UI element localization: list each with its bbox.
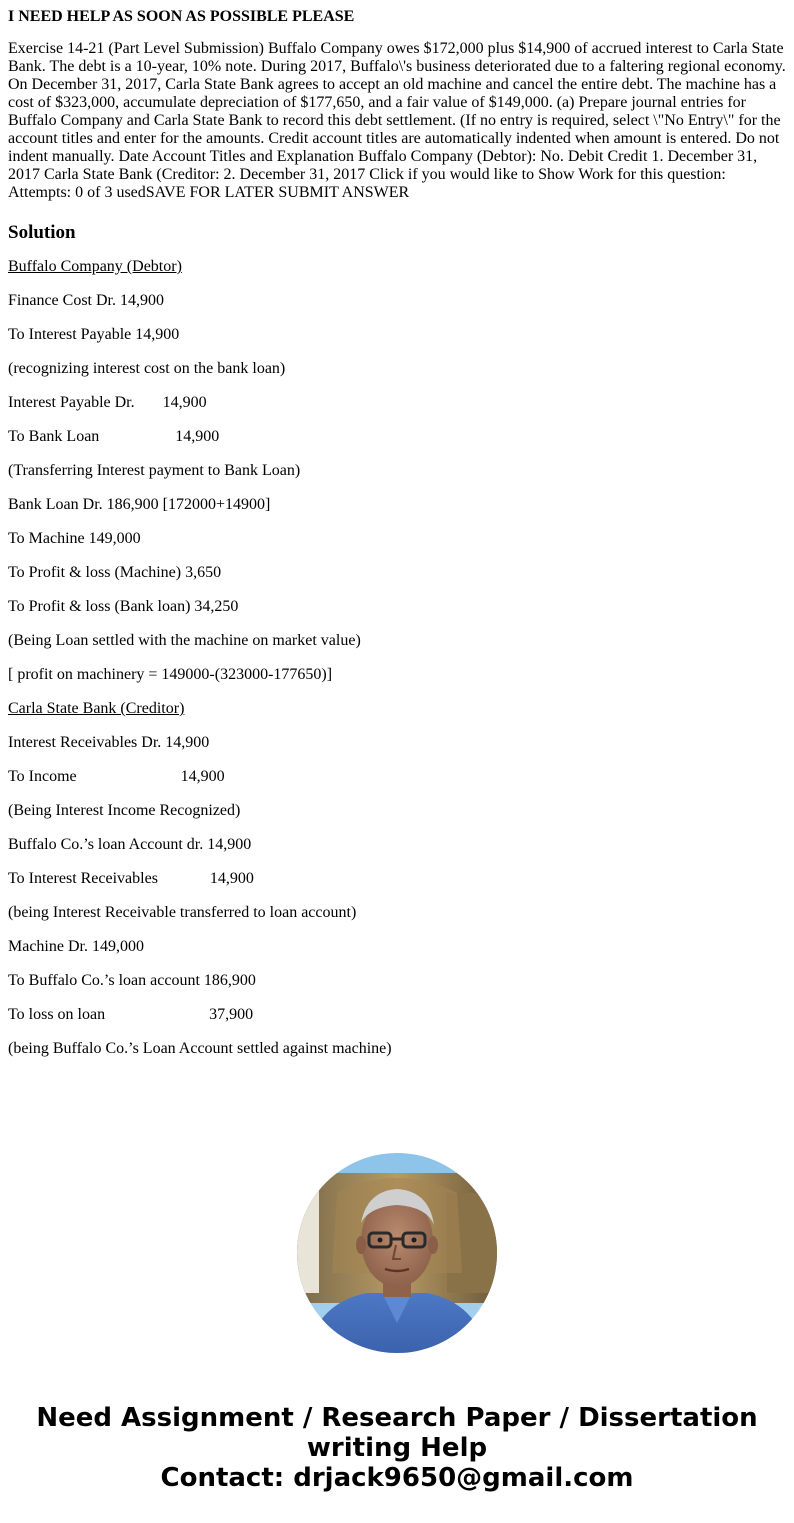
journal-entry-line: [ profit on machinery = 149000-(323000-177650)] (8, 666, 333, 683)
journal-entry-line: (Being Loan settled with the machine on market value) (8, 632, 361, 649)
journal-entry-line: Interest Receivables Dr. 14,900 (8, 734, 210, 751)
journal-entry-line: (Being Interest Income Recognized) (8, 802, 241, 819)
journal-entry-line: To Income 14,900 (8, 768, 225, 785)
journal-entry-line: To Buffalo Co.’s loan account 186,900 (8, 972, 256, 989)
journal-entry-line: (being Interest Receivable transferred to loan account) (8, 904, 357, 921)
author-portrait-image (297, 1153, 497, 1353)
document (8, 0, 788, 1074)
journal-entry-line: (being Buffalo Co.’s Loan Account settled against machine) (8, 1040, 392, 1057)
journal-entry-line: Interest Payable Dr. 14,900 (8, 394, 207, 411)
journal-entry-line: Bank Loan Dr. 186,900 [172000+14900] (8, 496, 271, 513)
author-photo (297, 1153, 497, 1353)
journal-entry-line: To loss on loan 37,900 (8, 1006, 254, 1023)
journal-entry-line: Buffalo Co.’s loan Account dr. 14,900 (8, 836, 252, 853)
journal-entry-line: Machine Dr. 149,000 (8, 938, 144, 955)
section-heading: Buffalo Company (Debtor) (8, 258, 182, 275)
journal-entry-line: To Interest Payable 14,900 (8, 326, 180, 343)
contact-banner (0, 1403, 794, 1493)
banner-line-1: Need Assignment / Research Paper / Dissertation (36, 1403, 758, 1433)
journal-entry-line: (Transferring Interest payment to Bank Loan) (8, 462, 301, 479)
journal-entry-line: (recognizing interest cost on the bank loan) (8, 360, 286, 377)
journal-entry-line: To Interest Receivables 14,900 (8, 870, 254, 887)
section-heading: Carla State Bank (Creditor) (8, 700, 185, 717)
banner-contact-line: Contact: drjack9650@gmail.com (160, 1463, 634, 1493)
journal-entry-line: To Machine 149,000 (8, 530, 141, 547)
journal-entry-line: Finance Cost Dr. 14,900 (8, 292, 164, 309)
journal-entry-line: To Profit & loss (Bank loan) 34,250 (8, 598, 239, 615)
journal-entry-line: To Bank Loan 14,900 (8, 428, 220, 445)
question-title: I NEED HELP AS SOON AS POSSIBLE PLEASE (8, 8, 355, 25)
question-body: Exercise 14-21 (Part Level Submission) Buffalo Company owes $172,000 plus $14,900 of accrued interest to Carla State Bank. The debt is a 10-year, 10% note. During 2017, Buffalo\'s business deteriorated due to a faltering regional economy. On December 31, 2017, Carla State Bank agrees to accept an old machine and cancel the entire debt. The machine has a cost of $323,000, accumulate depreciation of $177,650, and a fair value of $149,000. (a) Prepare journal entries for Buffalo Company and Carla State Bank to record this debt settlement. (If no entry is required, select \"No Entry\" for the account titles and enter for the amounts. Credit account titles are automatically indented when amount is entered. Do not indent manually. Date Account Titles and Explanation Buffalo Company (Debtor): No. Debit Credit 1. December 31, 2017 Carla State Bank (Creditor: 2. December 31, 2017 Click if you would like to Show Work for this question: Attempts: 0 of 3 usedSAVE FOR LATER SUBMIT ANSWER (8, 40, 786, 201)
journal-entry-line: To Profit & loss (Machine) 3,650 (8, 564, 222, 581)
solution-heading: Solution (8, 222, 76, 243)
solution-lines (8, 258, 788, 1058)
banner-line-2: writing Help (306, 1433, 488, 1463)
